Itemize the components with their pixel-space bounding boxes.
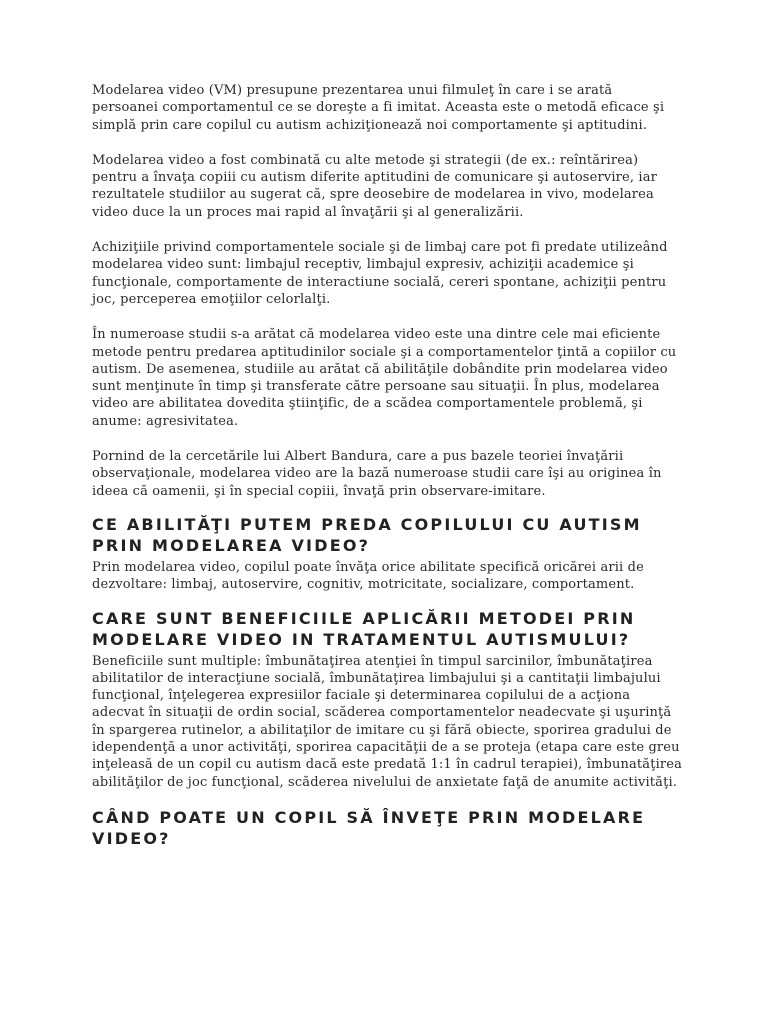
section-text-abilities: Prin modelarea video, copilul poate învăţa orice abilitate specifică oricărei arii de dezvoltare: limbaj, autoservire, cognitiv, motricitate, socializare, comportament. (92, 559, 644, 593)
paragraph-intro-1: Modelarea video (VM) presupune prezentarea unui filmuleţ în care i se arată persoanei comportamentul ce se doreşte a fi imitat. Aceasta este o metodă eficace şi simplă prin care copilul cu autism achiziţionează noi comportamente şi aptitudini. (92, 83, 665, 133)
paragraph-intro-5: Pornind de la cercetările lui Albert Bandura, care a pus bazele teoriei învaţării observaţionale, modelarea video are la bază numeroase studii care îşi au originea în ideea că oamenii, şi în special copiii, învaţă prin observare-imitare. (92, 449, 662, 499)
paragraph-intro-3: Achiziţiile privind comportamentele sociale şi de limbaj care pot fi predate utilizeând modelarea video sunt: limbajul receptiv, limbajul expresiv, achiziţii academice şi funcţionale, comportamente de interactiune socială, cereri spontane, achiziţii pentru joc, perceperea emoţiilor celorlalţi. (92, 240, 668, 307)
section-text-benefits: Beneficiile sunt multiple: îmbunătaţirea atenţiei în timpul sarcinilor, îmbunătaţirea abilitatilor de interacţiune socială, îmbunătaţirea limbajului şi a cantitaţii limbajului funcţional, înţelegerea expresiilor faciale şi determinarea copilului de a acţiona adecvat în situaţii de ordin social, scăderea comportamentelor neadecvate şi uşurinţă în spargerea rutinelor, a abilitaţilor de imitare cu şi fără obiecte, sporirea gradului de idependenţă a unor activităţi, sporirea capacităţii de a se proteja (etapa care este greu inţeleasă de un copil cu autism dacă este predată 1:1 în cadrul terapiei), îmbunatăţirea abilităţilor de joc funcţional, scăderea nivelului de anxietate faţă de anumite activităţi. (92, 653, 682, 790)
section-heading-when: CÂND POATE UN COPIL SĂ ÎNVEŢE PRIN MODELARE VIDEO? (92, 807, 646, 848)
paragraph-intro-2: Modelarea video a fost combinată cu alte metode şi strategii (de ex.: reîntărirea) pentru a învaţa copiii cu autism diferite aptitudini de comunicare şi autoservire, iar rezultatele studiilor au sugerat că, spre deosebire de modelarea in vivo, modelarea video duce la un proces mai rapid al învaţării şi al generalizării. (92, 152, 657, 220)
document-page (92, 82, 682, 852)
section-heading-abilities: CE ABILITĂŢI PUTEM PREDA COPILULUI CU AUTISM PRIN MODELAREA VIDEO? (92, 514, 642, 555)
section-heading-benefits: CARE SUNT BENEFICIILE APLICĂRII METODEI PRIN MODELARE VIDEO IN TRATAMENTUL AUTISMULUI? (92, 608, 636, 649)
paragraph-intro-4: În numeroase studii s-a arătat că modelarea video este una dintre cele mai eficiente metode pentru predarea aptitudinilor sociale şi a comportamentelor ţintă a copiilor cu autism. De asemenea, studiile au arătat că abilităţile dobândite prin modelarea video sunt menţinute în timp şi transferate către persoane sau situaţii. În plus, modelarea video are abilitatea dovedita ştiinţific, de a scădea comportamentele problemă, şi anume: agresivitatea. (92, 327, 677, 429)
